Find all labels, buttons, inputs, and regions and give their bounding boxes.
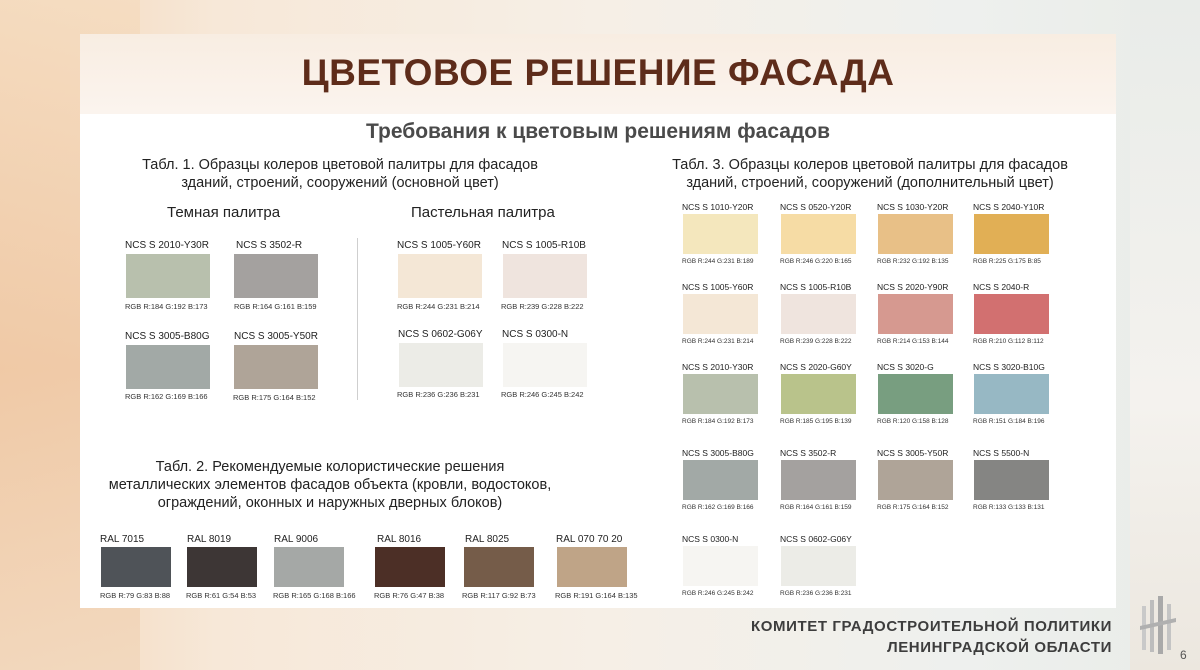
swatch-rgb: RGB R:225 G:175 B:85 [973, 258, 1041, 265]
color-swatch [464, 547, 534, 587]
color-swatch [503, 254, 587, 298]
color-swatch [974, 374, 1049, 414]
swatch-rgb: RGB R:246 G:220 B:165 [780, 258, 852, 265]
table1-caption-line1: Табл. 1. Образцы колеров цветовой палитры для фасадов [142, 157, 538, 173]
swatch-rgb: RGB R:239 G:228 B:222 [780, 338, 852, 345]
color-swatch [781, 294, 856, 334]
swatch-code: RAL 070 70 20 [556, 534, 623, 545]
swatch-code: NCS S 0602-G06Y [398, 329, 483, 340]
swatch-rgb: RGB R:120 G:158 B:128 [877, 418, 949, 425]
swatch-rgb: RGB R:210 G:112 B:112 [973, 338, 1044, 345]
swatch-code: RAL 9006 [274, 534, 319, 545]
color-swatch [126, 254, 210, 298]
swatch-rgb: RGB R:246 G:245 B:242 [501, 390, 584, 399]
swatch-code: NCS S 3020-B10G [973, 362, 1045, 372]
table2-caption-line1: Табл. 2. Рекомендуемые колористические решения [155, 459, 505, 475]
swatch-code: NCS S 3020-G [877, 362, 934, 372]
swatch-rgb: RGB R:151 G:184 B:196 [973, 418, 1045, 425]
swatch-rgb: RGB R:165 G:168 B:166 [273, 591, 356, 600]
swatch-rgb: RGB R:79 G:83 B:88 [100, 591, 171, 600]
swatch-rgb: RGB R:236 G:236 B:231 [780, 590, 852, 597]
swatch-code: NCS S 2040-R [973, 282, 1030, 292]
title-band [80, 34, 1116, 114]
swatch-code: NCS S 1005-Y60R [682, 282, 754, 292]
swatch-code: NCS S 2020-G60Y [780, 362, 852, 372]
subtitle: Требования к цветовым решениям фасадов [365, 120, 831, 143]
swatch-rgb: RGB R:244 G:231 B:189 [682, 258, 754, 265]
color-swatch [683, 214, 758, 254]
color-swatch [234, 345, 318, 389]
swatch-code: NCS S 3005-B80G [682, 448, 754, 458]
swatch-rgb: RGB R:175 G:164 B:152 [233, 393, 316, 402]
swatch-rgb: RGB R:185 G:195 B:139 [780, 418, 852, 425]
color-swatch [781, 214, 856, 254]
footer-line1: КОМИТЕТ ГРАДОСТРОИТЕЛЬНОЙ ПОЛИТИКИ [751, 618, 1112, 635]
swatch-rgb: RGB R:232 G:192 B:135 [877, 258, 949, 265]
table2-caption-line2: металлических элементов фасадов объекта (кровли, водостоков, [108, 477, 552, 493]
swatch-code: NCS S 3005-B80G [125, 331, 210, 342]
table2-caption-line3: ограждений, оконных и наружных дверных блоков) [157, 495, 503, 511]
color-swatch [375, 547, 445, 587]
swatch-rgb: RGB R:246 G:245 B:242 [682, 590, 754, 597]
dark-palette-label: Темная палитра [167, 204, 281, 221]
swatch-code: RAL 8019 [187, 534, 232, 545]
color-swatch [878, 294, 953, 334]
table3-caption [640, 156, 1100, 192]
pastel-palette-label: Пастельная палитра [411, 204, 555, 221]
swatch-rgb: RGB R:61 G:54 B:53 [186, 591, 257, 600]
color-swatch [878, 374, 953, 414]
swatch-code: NCS S 0300-N [682, 534, 739, 544]
color-swatch [974, 294, 1049, 334]
color-swatch [234, 254, 318, 298]
color-swatch [781, 460, 856, 500]
background-right-blur [1130, 0, 1200, 670]
swatch-rgb: RGB R:76 G:47 B:38 [374, 591, 445, 600]
color-swatch [781, 546, 856, 586]
color-swatch [398, 254, 482, 298]
swatch-rgb: RGB R:175 G:164 B:152 [877, 504, 949, 511]
color-swatch [683, 374, 758, 414]
swatch-code: NCS S 2010-Y30R [125, 240, 209, 251]
color-swatch [126, 345, 210, 389]
swatch-code: NCS S 3005-Y50R [877, 448, 949, 458]
swatch-code: NCS S 2040-Y10R [973, 202, 1045, 212]
swatch-code: NCS S 0300-N [502, 329, 569, 340]
swatch-rgb: RGB R:184 G:192 B:173 [682, 418, 754, 425]
swatch-code: NCS S 1005-R10B [780, 282, 852, 292]
swatch-code: NCS S 3502-R [780, 448, 837, 458]
swatch-rgb: RGB R:117 G:92 B:73 [462, 591, 536, 600]
swatch-code: RAL 8016 [377, 534, 422, 545]
color-swatch [274, 547, 344, 587]
swatch-rgb: RGB R:244 G:231 B:214 [397, 302, 480, 311]
swatch-code: RAL 7015 [100, 534, 145, 545]
swatch-code: NCS S 2020-Y90R [877, 282, 949, 292]
color-swatch [503, 343, 587, 387]
palette-divider [357, 238, 358, 400]
table2-caption [90, 458, 570, 512]
color-swatch [101, 547, 171, 587]
emblem-icon [1140, 596, 1176, 656]
table3-caption-line2: зданий, строений, сооружений (дополнительный цвет) [686, 175, 1054, 191]
swatch-code: NCS S 1030-Y20R [877, 202, 949, 212]
swatch-code: NCS S 1010-Y20R [682, 202, 754, 212]
color-swatch [399, 343, 483, 387]
slide [80, 34, 1116, 608]
swatch-rgb: RGB R:164 G:161 B:159 [780, 504, 852, 511]
swatch-rgb: RGB R:162 G:169 B:166 [682, 504, 754, 511]
swatch-code: NCS S 1005-R10B [502, 240, 586, 251]
table1-caption-line2: зданий, строений, сооружений (основной цвет) [181, 175, 499, 191]
swatch-code: NCS S 3502-R [236, 240, 303, 251]
swatch-rgb: RGB R:164 G:161 B:159 [234, 302, 317, 311]
swatch-rgb: RGB R:133 G:133 B:131 [973, 504, 1045, 511]
swatch-code: NCS S 1005-Y60R [397, 240, 481, 251]
swatch-code: NCS S 5500-N [973, 448, 1030, 458]
swatch-rgb: RGB R:191 G:164 B:135 [555, 591, 638, 600]
swatch-code: NCS S 2010-Y30R [682, 362, 754, 372]
color-swatch [878, 460, 953, 500]
color-swatch [683, 294, 758, 334]
table3-caption-line1: Табл. 3. Образцы колеров цветовой палитры для фасадов [672, 157, 1068, 173]
color-swatch [781, 374, 856, 414]
table1-caption [100, 156, 580, 192]
page-title: ЦВЕТОВОЕ РЕШЕНИЕ ФАСАДА [301, 52, 895, 93]
content-panel [80, 114, 1116, 608]
swatch-rgb: RGB R:184 G:192 B:173 [125, 302, 208, 311]
page-number: 6 [1180, 648, 1187, 662]
swatch-rgb: RGB R:239 G:228 B:222 [501, 302, 584, 311]
color-swatch [557, 547, 627, 587]
swatch-rgb: RGB R:162 G:169 B:166 [125, 392, 208, 401]
color-swatch [683, 460, 758, 500]
swatch-code: NCS S 0602-G06Y [780, 534, 852, 544]
color-swatch [974, 214, 1049, 254]
color-swatch [683, 546, 758, 586]
swatch-code: NCS S 0520-Y20R [780, 202, 852, 212]
swatch-rgb: RGB R:244 G:231 B:214 [682, 338, 754, 345]
swatch-rgb: RGB R:214 G:153 B:144 [877, 338, 949, 345]
footer-line2: ЛЕНИНГРАДСКОЙ ОБЛАСТИ [887, 639, 1112, 656]
swatch-code: RAL 8025 [465, 534, 510, 545]
color-swatch [187, 547, 257, 587]
footer-organization [751, 616, 1112, 658]
swatch-code: NCS S 3005-Y50R [234, 331, 318, 342]
swatch-rgb: RGB R:236 G:236 B:231 [397, 390, 480, 399]
color-swatch [974, 460, 1049, 500]
color-swatch [878, 214, 953, 254]
